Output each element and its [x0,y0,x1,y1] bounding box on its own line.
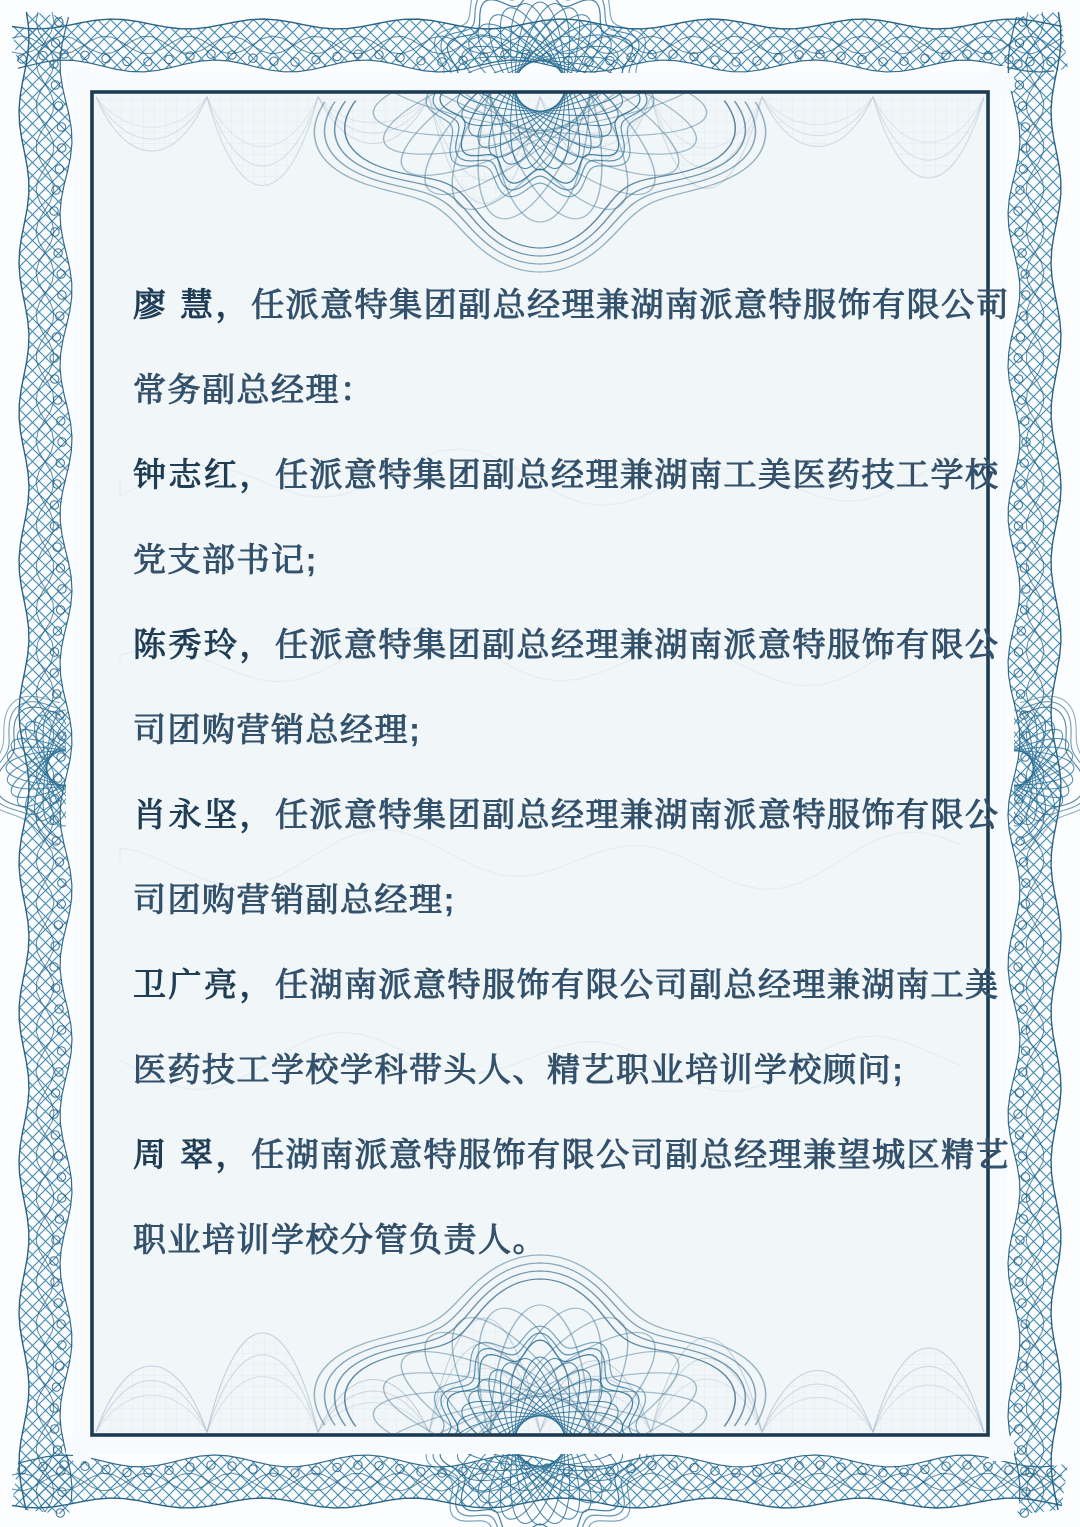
appointment-line: 司团购营销总经理; [133,711,422,748]
appointment-line: 医药技工学校学科带头人、精艺职业培训学校顾问; [133,1051,905,1088]
person-name: 卫广亮， [133,966,275,1003]
person-name: 廖 慧， [133,286,252,323]
text-line [133,1112,1010,1197]
appointment-line: 任派意特集团副总经理兼湖南派意特服饰有限公 [275,626,1000,663]
appointment-line: 任湖南派意特服饰有限公司副总经理兼望城区精艺 [251,1136,1011,1173]
person-name: 周 翠， [133,1136,252,1173]
text-line [133,517,1010,602]
text-line [133,857,1010,942]
person-name: 陈秀玲， [133,626,275,663]
text-line [133,347,1010,432]
text-line [133,432,1010,517]
text-line [133,1027,1010,1112]
appointment-line: 职业培训学校分管负责人。 [133,1221,547,1258]
appointment-line: 任派意特集团副总经理兼湖南派意特服饰有限公 [275,796,1000,833]
text-line [133,262,1010,347]
appointment-text [133,262,1010,1282]
person-name: 肖永坚， [133,796,275,833]
appointment-line: 任派意特集团副总经理兼湖南派意特服饰有限公司 [251,286,1011,323]
appointment-line: 司团购营销副总经理; [133,881,456,918]
appointment-line: 党支部书记; [133,541,318,578]
text-line [133,602,1010,687]
text-line [133,1197,1010,1282]
appointment-line: 任派意特集团副总经理兼湖南工美医药技工学校 [275,456,1000,493]
text-line [133,687,1010,772]
text-line [133,772,1010,857]
appointment-line: 常务副总经理： [133,371,375,408]
person-name: 钟志红， [133,456,275,493]
appointment-line: 任湖南派意特服饰有限公司副总经理兼湖南工美 [275,966,1000,1003]
text-line [133,942,1010,1027]
